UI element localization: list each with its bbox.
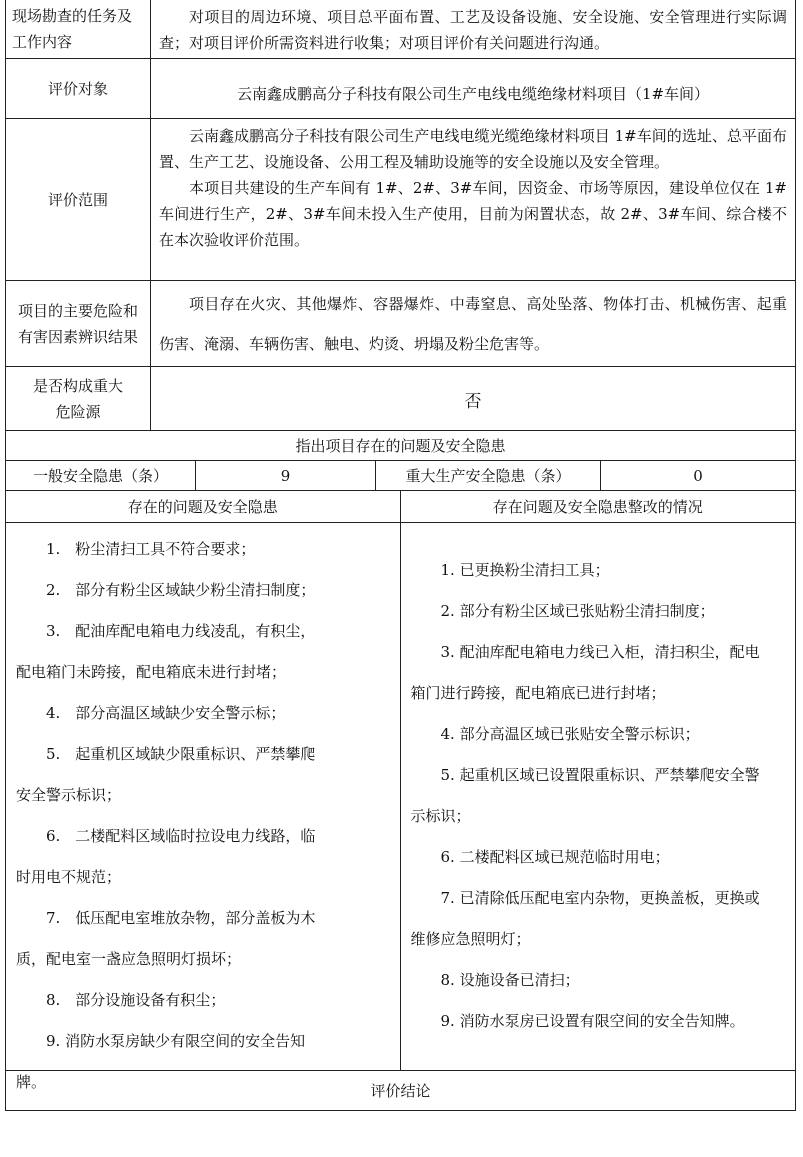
conclusion-row <box>6 1070 795 1110</box>
hazards-row <box>6 280 795 366</box>
scope-label: 评价范围 <box>6 119 151 280</box>
evaluation-table <box>5 0 796 1111</box>
issues-title: 指出项目存在的问题及安全隐患 <box>295 437 506 455</box>
problems-header: 存在的问题及安全隐患 <box>6 491 401 522</box>
object-label: 评价对象 <box>6 59 151 118</box>
general-hazard-count: 9 <box>196 461 376 490</box>
fix-line: 示标识； <box>410 807 471 825</box>
issues-title-row <box>6 430 795 460</box>
conclusion-label: 评价结论 <box>370 1081 431 1100</box>
scope-row <box>6 118 795 280</box>
counts-row <box>6 460 795 490</box>
major-hazard-count-label: 重大生产安全隐患（条） <box>376 461 601 490</box>
task-row <box>6 0 795 58</box>
fix-line: 2. 部分有粉尘区域已张贴粉尘清扫制度； <box>440 602 715 620</box>
fix-line: 9. 消防水泵房已设置有限空间的安全告知牌。 <box>440 1012 745 1030</box>
problem-line: 1. 粉尘清扫工具不符合要求； <box>46 540 256 558</box>
fix-line: 8. 设施设备已清扫； <box>440 971 580 989</box>
problem-line: 4. 部分高温区域缺少安全警示标； <box>46 704 286 722</box>
problem-line: 6. 二楼配料区域临时拉设电力线路，临 <box>46 827 316 845</box>
hazards-label: 项目的主要危险和有害因素辨识结果 <box>6 281 151 366</box>
fix-line: 维修应急照明灯； <box>410 930 531 948</box>
task-value: 对项目的周边环境、项目总平面布置、工艺及设备设施、安全设施、安全管理进行实际调查；对项目评价所需资料进行收集；对项目评价有关问题进行沟通。 <box>159 8 787 52</box>
problem-line: 安全警示标识； <box>16 786 122 804</box>
problem-line: 配电箱门未跨接，配电箱底未进行封堵； <box>16 663 287 681</box>
fix-line: 7. 已清除低压配电室内杂物，更换盖板，更换或 <box>440 889 760 907</box>
fixes-list <box>401 523 796 1070</box>
major-hazard-row <box>6 366 795 430</box>
hazards-value: 项目存在火灾、其他爆炸、容器爆炸、中毒窒息、高处坠落、物体打击、机械伤害、起重伤害、淹溺、车辆伤害、触电、灼烫、坍塌及粉尘危害等。 <box>159 294 787 353</box>
fix-line: 1. 已更换粉尘清扫工具； <box>440 561 610 579</box>
problem-line: 2. 部分有粉尘区域缺少粉尘清扫制度； <box>46 581 316 599</box>
scope-paragraph-1: 云南鑫成鹏高分子科技有限公司生产电线电缆光缆绝缘材料项目 1#车间的选址、总平面布置、生产工艺、设施设备、公用工程及辅助设施等的安全设施以及安全管理。 <box>159 127 787 171</box>
problem-line: 质，配电室一盏应急照明灯损坏； <box>16 950 242 968</box>
fixes-header: 存在问题及安全隐患整改的情况 <box>492 498 703 516</box>
object-row <box>6 58 795 118</box>
object-value: 云南鑫成鹏高分子科技有限公司生产电线电缆绝缘材料项目（1#车间） <box>236 84 710 103</box>
problem-line: 7. 低压配电室堆放杂物，部分盖板为木 <box>46 909 316 927</box>
columns-header-row <box>6 490 795 522</box>
problem-line: 5. 起重机区域缺少限重标识、严禁攀爬 <box>46 745 316 763</box>
problem-line: 时用电不规范； <box>16 868 122 886</box>
problem-line: 牌。 <box>16 1073 47 1091</box>
fix-line: 箱门进行跨接，配电箱底已进行封堵； <box>410 684 666 702</box>
problems-list <box>6 523 401 1091</box>
general-hazard-label: 一般安全隐患（条） <box>6 461 196 490</box>
major-hazard-count: 0 <box>693 466 703 485</box>
problem-line: 9. 消防水泵房缺少有限空间的安全告知 <box>46 1032 306 1050</box>
task-label: 现场勘查的任务及工作内容 <box>6 0 151 58</box>
scope-paragraph-2: 本项目共建设的生产车间有 1#、2#、3#车间，因资金、市场等原因，建设单位仅在 1#车间进行生产，2#、3#车间未投入生产使用，目前为闲置状态，故 2#、3#车间、综合楼不在本次验收评价范围。 <box>159 179 787 249</box>
fix-line: 3. 配油库配电箱电力线已入柜，清扫积尘，配电 <box>440 643 760 661</box>
fix-line: 6. 二楼配料区域已规范临时用电； <box>440 848 670 866</box>
major-hazard-value: 否 <box>464 391 482 412</box>
fix-line: 4. 部分高温区域已张贴安全警示标识； <box>440 725 700 743</box>
problem-line: 8. 部分设施设备有积尘； <box>46 991 226 1009</box>
fix-line: 5. 起重机区域已设置限重标识、严禁攀爬安全警 <box>440 766 760 784</box>
problem-line: 3. 配油库配电箱电力线凌乱，有积尘， <box>46 622 316 640</box>
major-hazard-label: 是否构成重大危险源 <box>6 367 151 430</box>
